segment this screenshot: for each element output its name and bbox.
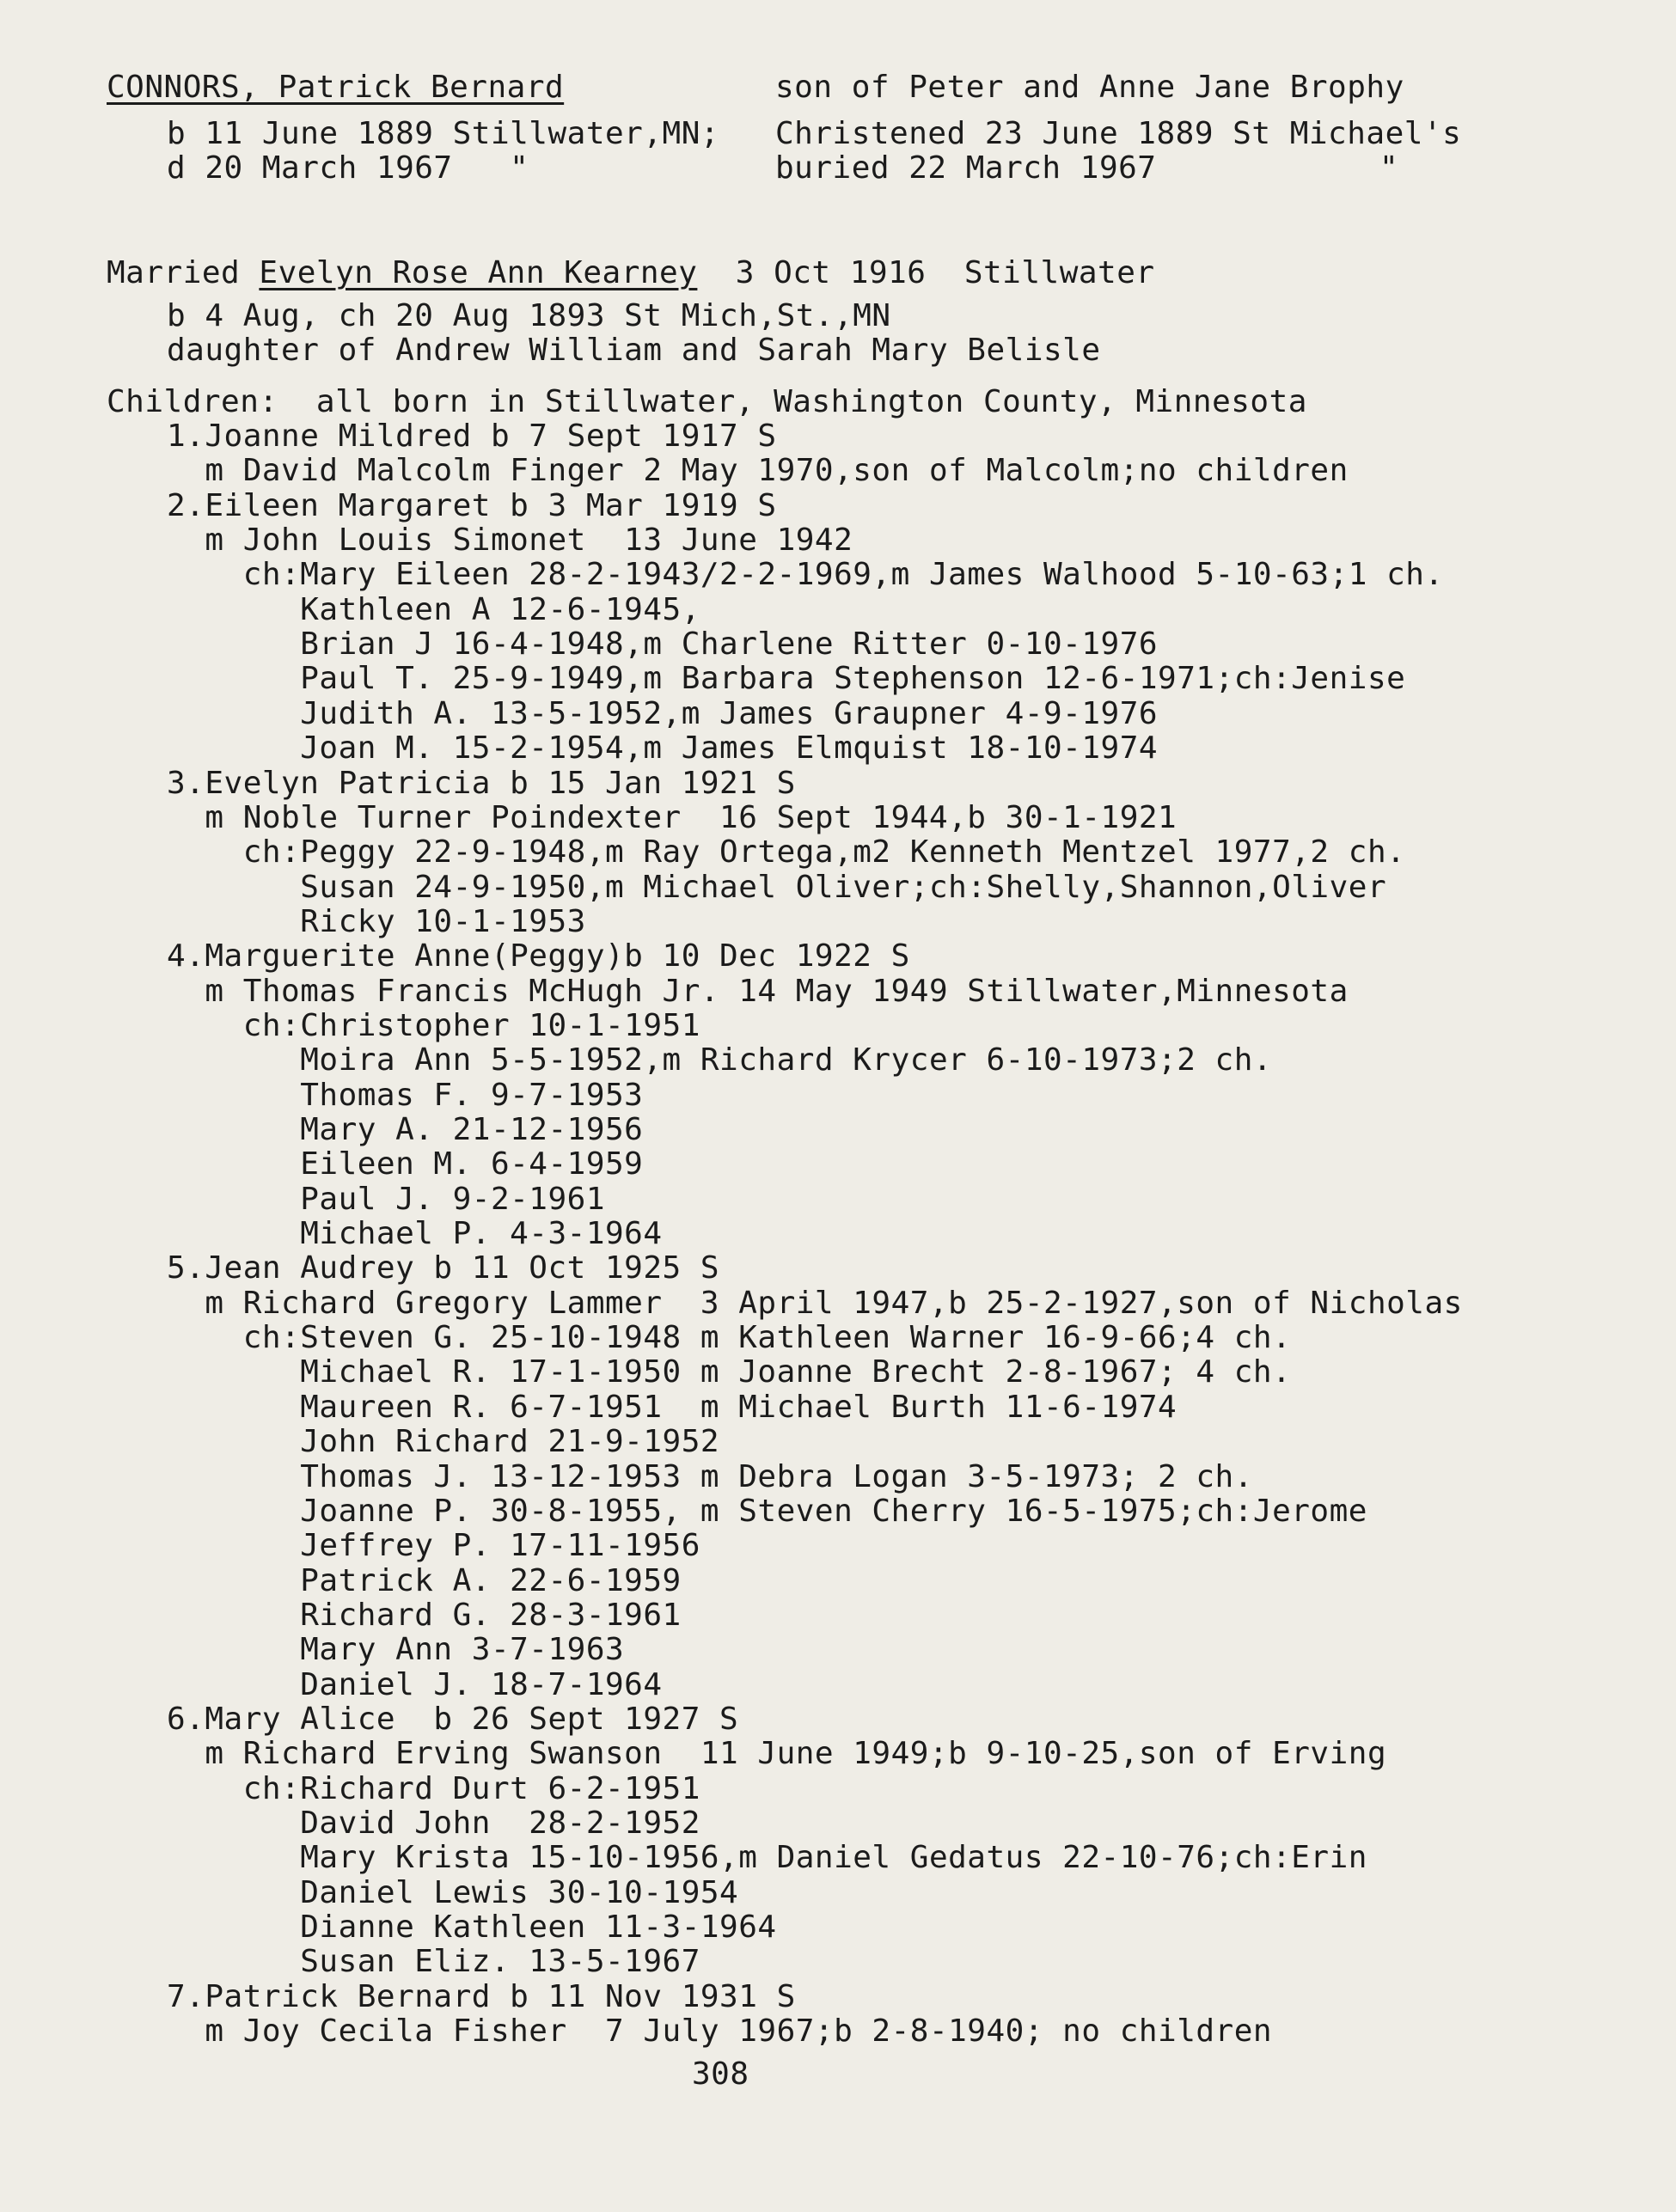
list-item: Paul T. 25-9-1949,m Barbara Stephenson 12-6-1971;ch:Jenise (167, 661, 1406, 696)
list-item: ch:Christopher 10-1-1951 (167, 1008, 700, 1043)
list-item: Eileen M. 6-4-1959 (167, 1146, 644, 1182)
list-item: Judith A. 13-5-1952,m James Graupner 4-9-1976 (167, 696, 1159, 731)
spouse-parents: daughter of Andrew William and Sarah Mary Belisle (167, 333, 1101, 368)
list-item: 6.Mary Alice b 26 Sept 1927 S (167, 1702, 739, 1737)
subject-birth: b 11 June 1889 Stillwater,MN; (167, 116, 720, 151)
list-item: Brian J 16-4-1948,m Charlene Ritter 0-10-1976 (167, 626, 1159, 662)
list-item: 2.Eileen Margaret b 3 Mar 1919 S (167, 488, 777, 523)
list-item: Kathleen A 12-6-1945, (167, 592, 700, 627)
list-item: Michael R. 17-1-1950 m Joanne Brecht 2-8-1967; 4 ch. (167, 1354, 1292, 1390)
subject-parents: son of Peter and Anne Jane Brophy (775, 70, 1404, 105)
list-item: Mary Ann 3-7-1963 (167, 1632, 625, 1667)
list-item: Thomas F. 9-7-1953 (167, 1078, 644, 1113)
list-item: David John 28-2-1952 (167, 1806, 700, 1841)
list-item: ch:Steven G. 25-10-1948 m Kathleen Warner 16-9-66;4 ch. (167, 1320, 1292, 1355)
list-item: Moira Ann 5-5-1952,m Richard Krycer 6-10-1973;2 ch. (167, 1042, 1273, 1078)
page-number: 308 (692, 2056, 749, 2092)
list-item: Dianne Kathleen 11-3-1964 (167, 1910, 777, 1945)
list-item: Ricky 10-1-1953 (167, 904, 586, 939)
list-item: Daniel J. 18-7-1964 (167, 1667, 663, 1702)
subject-name: CONNORS, Patrick Bernard (107, 70, 565, 105)
list-item: Susan Eliz. 13-5-1967 (167, 1944, 700, 1979)
list-item: Mary Krista 15-10-1956,m Daniel Gedatus 22-10-76;ch:Erin (167, 1840, 1367, 1875)
list-item: m Noble Turner Poindexter 16 Sept 1944,b 30-1-1921 (167, 800, 1177, 835)
list-item: m Richard Erving Swanson 11 June 1949;b 9-10-25,son of Erving (167, 1736, 1387, 1771)
subject-christening: Christened 23 June 1889 St Michael's (775, 116, 1462, 151)
list-item: m Joy Cecila Fisher 7 July 1967;b 2-8-1940; no children (167, 2013, 1273, 2049)
subject-burial: buried 22 March 1967 (775, 150, 1157, 186)
list-item: Joanne P. 30-8-1955, m Steven Cherry 16-5-1975;ch:Jerome (167, 1494, 1367, 1529)
list-item: m Richard Gregory Lammer 3 April 1947,b 25-2-1927,son of Nicholas (167, 1286, 1463, 1321)
list-item: ch:Mary Eileen 28-2-1943/2-2-1969,m James Walhood 5-10-63;1 ch. (167, 557, 1444, 592)
marriage-prefix: Married (107, 255, 260, 290)
list-item: 7.Patrick Bernard b 11 Nov 1931 S (167, 1979, 796, 2014)
list-item: 1.Joanne Mildred b 7 Sept 1917 S (167, 419, 777, 454)
list-item: m David Malcolm Finger 2 May 1970,son of Malcolm;no children (167, 453, 1349, 488)
marriage-line (107, 256, 1155, 290)
list-item: Jeffrey P. 17-11-1956 (167, 1528, 700, 1563)
list-item: m John Louis Simonet 13 June 1942 (167, 522, 853, 558)
list-item: Richard G. 28-3-1961 (167, 1598, 682, 1633)
burial-ditto-mark: " (1379, 150, 1399, 186)
spouse-birth: b 4 Aug, ch 20 Aug 1893 St Mich,St.,MN (167, 298, 891, 333)
marriage-details: 3 Oct 1916 Stillwater (697, 255, 1155, 290)
list-item: m Thomas Francis McHugh Jr. 14 May 1949 Stillwater,Minnesota (167, 974, 1349, 1009)
list-item: 3.Evelyn Patricia b 15 Jan 1921 S (167, 766, 796, 801)
children-header: Children: all born in Stillwater, Washington County, Minnesota (107, 384, 1307, 419)
list-item: Daniel Lewis 30-10-1954 (167, 1875, 739, 1910)
list-item: Patrick A. 22-6-1959 (167, 1563, 682, 1598)
list-item: Paul J. 9-2-1961 (167, 1182, 605, 1217)
spouse-name: Evelyn Rose Ann Kearney (259, 255, 698, 290)
list-item: Mary A. 21-12-1956 (167, 1112, 644, 1147)
list-item: Joan M. 15-2-1954,m James Elmquist 18-10-1974 (167, 730, 1159, 766)
list-item: Michael P. 4-3-1964 (167, 1216, 663, 1251)
list-item: Susan 24-9-1950,m Michael Oliver;ch:Shelly,Shannon,Oliver (167, 870, 1387, 905)
list-item: ch:Peggy 22-9-1948,m Ray Ortega,m2 Kenneth Mentzel 1977,2 ch. (167, 834, 1406, 870)
list-item: ch:Richard Durt 6-2-1951 (167, 1771, 700, 1806)
list-item: 5.Jean Audrey b 11 Oct 1925 S (167, 1250, 720, 1286)
list-item: Maureen R. 6-7-1951 m Michael Burth 11-6-1974 (167, 1390, 1177, 1425)
list-item: John Richard 21-9-1952 (167, 1424, 720, 1459)
list-item: Thomas J. 13-12-1953 m Debra Logan 3-5-1973; 2 ch. (167, 1459, 1253, 1494)
list-item: 4.Marguerite Anne(Peggy)b 10 Dec 1922 S (167, 938, 910, 974)
subject-death: d 20 March 1967 " (167, 150, 529, 186)
